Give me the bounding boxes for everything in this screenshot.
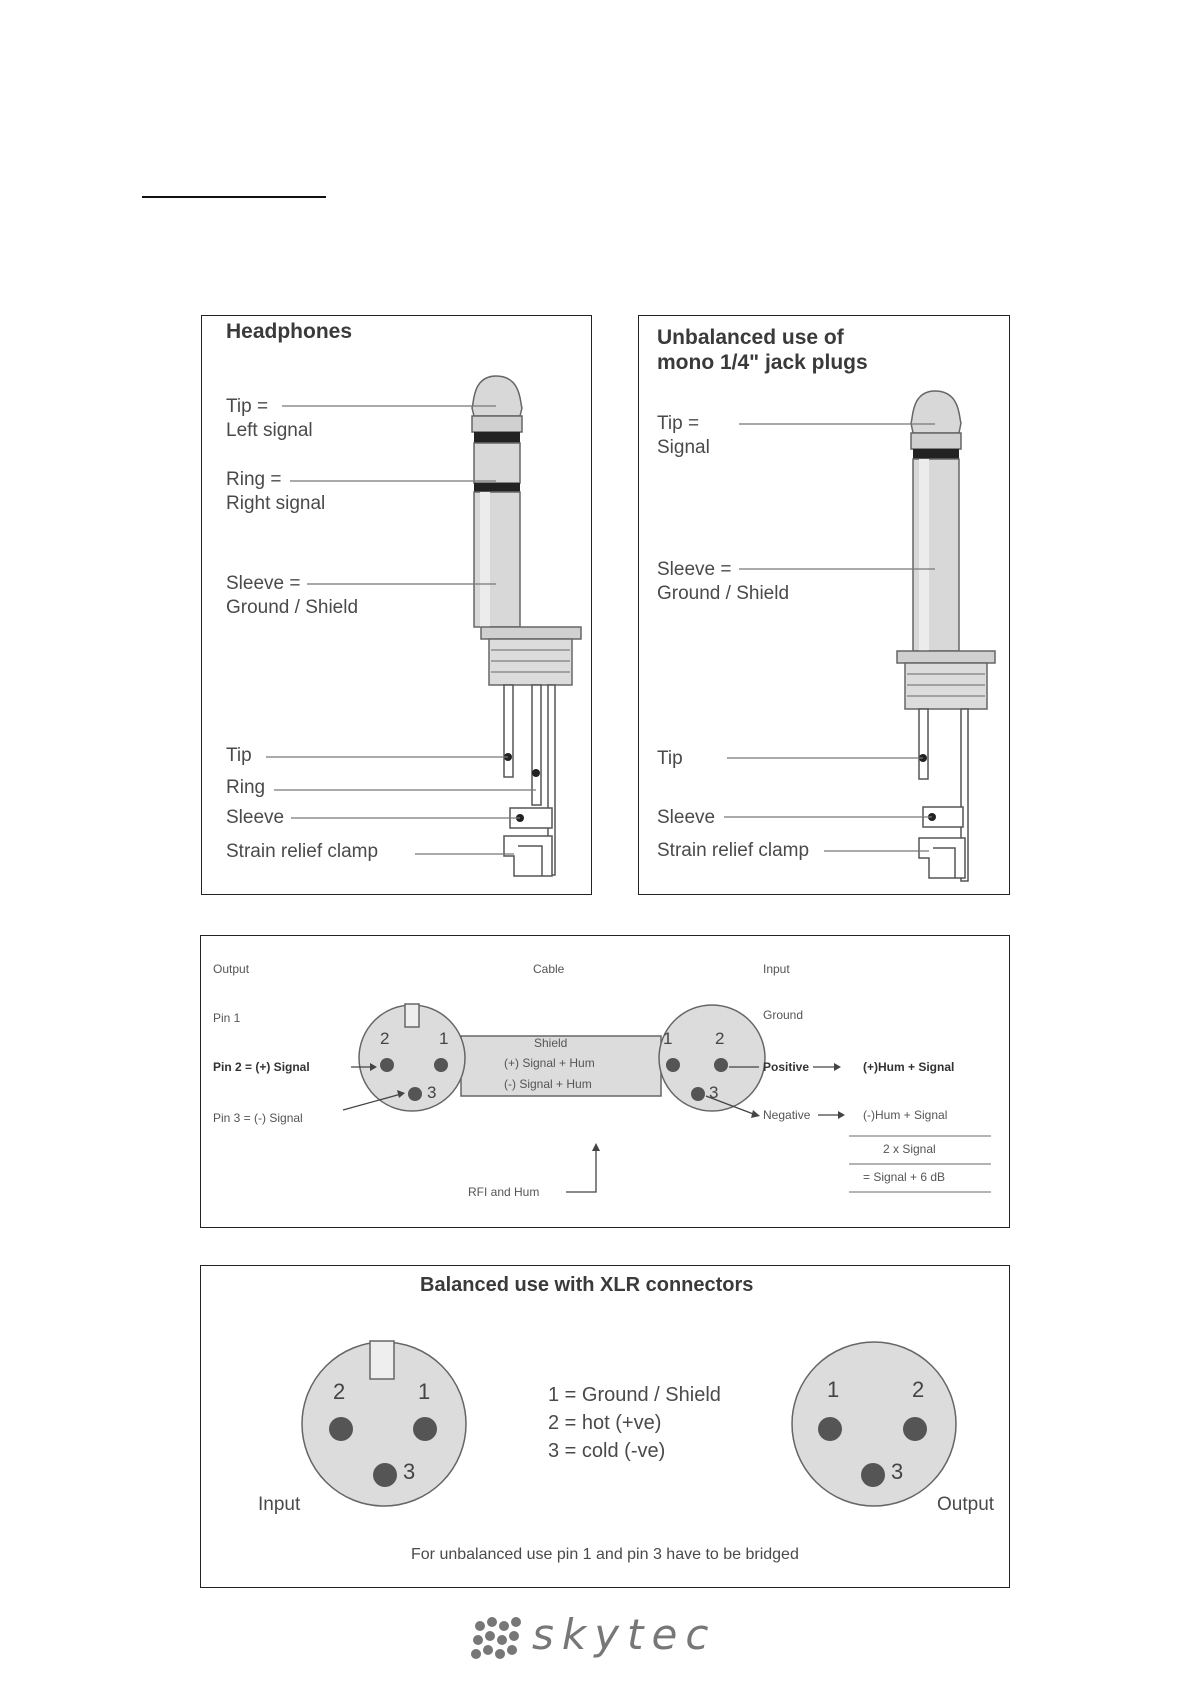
clamp-label: Strain relief clamp (226, 841, 379, 862)
headphones-panel (201, 315, 592, 895)
negative-result-label: (-)Hum + Signal (863, 1108, 948, 1122)
output-pin2-number: 2 (912, 1377, 925, 1402)
tip-description: Signal (657, 437, 710, 458)
tip-description: Left signal (226, 420, 313, 441)
ring-label: Ring = (226, 469, 282, 490)
left-pin2-number: 2 (380, 1029, 390, 1048)
mono-title-line2: mono 1/4" jack plugs (657, 351, 868, 374)
ring-lug-label: Ring (226, 777, 266, 798)
input-pin3-number: 3 (403, 1459, 416, 1484)
positive-result-label: (+)Hum + Signal (863, 1060, 955, 1074)
pin3-label: Pin 3 = (-) Signal (213, 1111, 303, 1125)
heading-underline (142, 196, 326, 198)
positive-signal-label: (+) Signal + Hum (504, 1056, 595, 1070)
skytec-logo (470, 1608, 730, 1668)
sleeve-label: Sleeve = (226, 573, 301, 594)
rfi-label: RFI and Hum (468, 1185, 540, 1199)
sleeve-description: Ground / Shield (657, 583, 790, 604)
ground-label: Ground (763, 1008, 804, 1022)
left-pin3-number: 3 (427, 1083, 437, 1102)
clamp-label: Strain relief clamp (657, 840, 810, 861)
legend-pin1: 1 = Ground / Shield (548, 1384, 721, 1406)
legend-pin3: 3 = cold (-ve) (548, 1440, 666, 1462)
positive-label: Positive (763, 1060, 810, 1074)
output-label: Output (937, 1494, 995, 1515)
negative-signal-label: (-) Signal + Hum (504, 1077, 592, 1091)
tip-lug-label: Tip (657, 748, 683, 769)
right-pin3-number: 3 (709, 1083, 719, 1102)
logo-dots-icon (470, 1614, 530, 1664)
tip-label: Tip = (226, 396, 269, 417)
right-pin2-number: 2 (715, 1029, 725, 1048)
input-pin1-number: 1 (418, 1379, 431, 1404)
sleeve-lug-label: Sleeve (226, 807, 285, 828)
sleeve-lug-label: Sleeve (657, 807, 716, 828)
bridging-note: For unbalanced use pin 1 and pin 3 have to be bridged (411, 1546, 799, 1563)
pin2-label: Pin 2 = (+) Signal (213, 1060, 310, 1074)
sleeve-description: Ground / Shield (226, 597, 359, 618)
sum-label: 2 x Signal (883, 1142, 936, 1156)
shield-label: Shield (534, 1036, 568, 1050)
mono-title-line1: Unbalanced use of (657, 326, 844, 349)
output-label: Output (213, 962, 250, 976)
ring-description: Right signal (226, 493, 326, 514)
output-pin3-number: 3 (891, 1459, 904, 1484)
logo-text: skytec (532, 1610, 717, 1659)
headphones-title: Headphones (226, 320, 353, 343)
xlr-connectors-panel (200, 1265, 1010, 1588)
cable-label: Cable (533, 962, 565, 976)
balanced-cable-diagram (201, 936, 1011, 1229)
left-pin1-number: 1 (439, 1029, 449, 1048)
gain-label: = Signal + 6 dB (863, 1170, 946, 1184)
pin1-label: Pin 1 (213, 1011, 241, 1025)
tip-label: Tip = (657, 413, 700, 434)
tip-lug-label: Tip (226, 745, 252, 766)
negative-label: Negative (763, 1108, 811, 1122)
xlr-title: Balanced use with XLR connectors (420, 1274, 754, 1296)
balanced-cable-panel (200, 935, 1010, 1228)
input-pin2-number: 2 (333, 1379, 346, 1404)
output-pin1-number: 1 (827, 1377, 840, 1402)
legend-pin2: 2 = hot (+ve) (548, 1412, 662, 1434)
right-pin1-number: 1 (663, 1029, 673, 1048)
mono-jack-panel (638, 315, 1010, 895)
input-label: Input (763, 962, 790, 976)
input-label: Input (258, 1494, 301, 1515)
sleeve-label: Sleeve = (657, 559, 732, 580)
